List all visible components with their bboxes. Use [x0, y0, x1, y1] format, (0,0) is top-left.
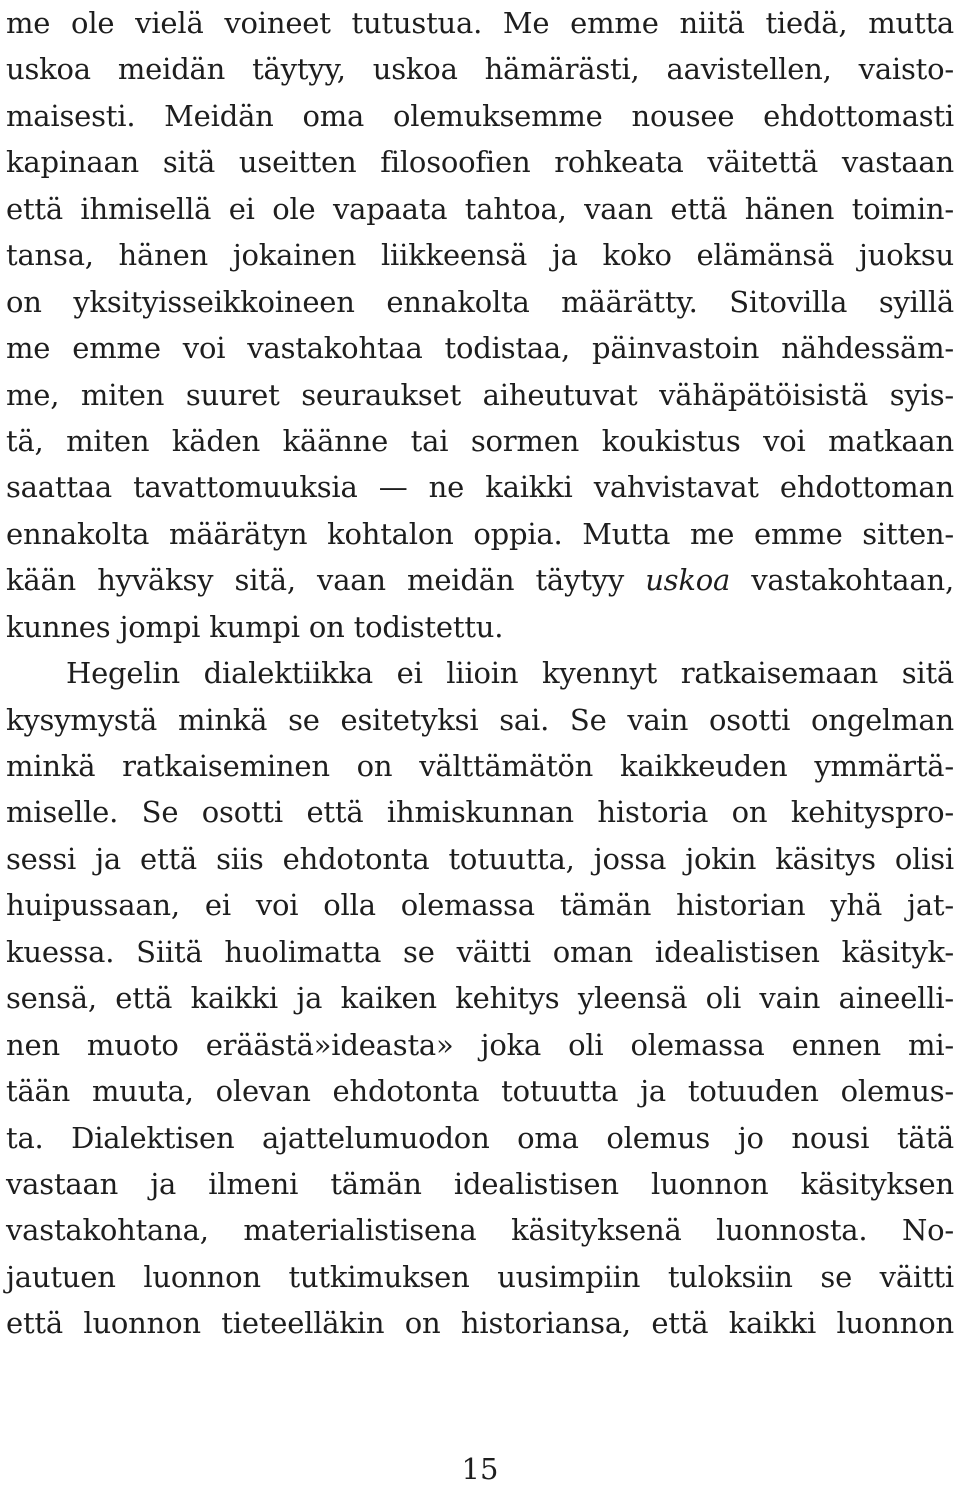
text-line: kysymystä minkä se esitetyksi sai. Se vain osotti ongelman	[6, 702, 954, 737]
text-line: me, miten suuret seuraukset aiheutuvat vähäpätöisistä syis-	[6, 377, 954, 412]
text-line: sessi ja että siis ehdotonta totuutta, jossa jokin käsitys olisi	[6, 841, 954, 876]
text-line: me emme voi vastakohtaa todistaa, päinvastoin nähdessäm-	[6, 331, 954, 366]
paragraph-last-line: kunnes jompi kumpi on todistettu.	[6, 609, 504, 644]
text-segment: kään hyväksy sitä, vaan meidän täytyy	[6, 563, 646, 598]
text-line: tä, miten käden käänne tai sormen koukistus voi matkaan	[6, 423, 954, 458]
text-line: uskoa meidän täytyy, uskoa hämärästi, aavistellen, vaisto-	[6, 52, 954, 87]
text-line-with-emphasis	[6, 557, 954, 603]
text-line: kuessa. Siitä huolimatta se väitti oman idealistisen käsityk-	[6, 934, 954, 969]
text-line: ennakolta määrätyn kohtalon oppia. Mutta me emme sitten-	[6, 516, 954, 551]
emphasized-word: uskoa	[645, 563, 731, 598]
text-line: kapinaan sitä useitten filosoofien rohkeata väitettä vastaan	[6, 145, 954, 180]
paragraph-first-line: Hegelin dialektiikka ei liioin kyennyt ratkaisemaan sitä	[66, 656, 954, 691]
text-line: me ole vielä voineet tutustua. Me emme niitä tiedä, mutta	[6, 6, 954, 40]
text-line: tään muuta, olevan ehdotonta totuutta ja totuuden olemus-	[6, 1074, 954, 1109]
text-line: että ihmisellä ei ole vapaata tahtoa, vaan että hänen toimin-	[6, 191, 954, 226]
text-line: maisesti. Meidän oma olemuksemme nousee ehdottomasti	[6, 98, 954, 133]
page-body-text	[6, 0, 954, 1347]
text-line: vastaan ja ilmeni tämän idealistisen luonnon käsityksen	[6, 1166, 954, 1201]
text-line: sensä, että kaikki ja kaiken kehitys yleensä oli vain aineelli-	[6, 981, 954, 1016]
text-line: ta. Dialektisen ajattelumuodon oma olemus jo nousi tätä	[6, 1120, 954, 1155]
text-line: vastakohtana, materialistisena käsityksenä luonnosta. No-	[6, 1213, 954, 1248]
text-line: saattaa tavattomuuksia — ne kaikki vahvistavat ehdottoman	[6, 470, 954, 505]
text-line: nen muoto eräästä»ideasta» joka oli olemassa ennen mi-	[6, 1027, 954, 1062]
text-segment: vastakohtaan,	[730, 563, 954, 598]
text-line: että luonnon tieteelläkin on historiansa, että kaikki luonnon	[6, 1306, 954, 1341]
text-line: minkä ratkaiseminen on välttämätön kaikkeuden ymmärtä-	[6, 749, 954, 783]
text-line: miselle. Se osotti että ihmiskunnan historia on kehityspro-	[6, 795, 954, 830]
text-line: on yksityisseikkoineen ennakolta määrätty. Sitovilla syillä	[6, 284, 954, 319]
text-line: huipussaan, ei voi olla olemassa tämän historian yhä jat-	[6, 888, 954, 923]
page-number: 15	[461, 1452, 499, 1486]
text-line: jautuen luonnon tutkimuksen uusimpiin tuloksiin se väitti	[6, 1259, 954, 1294]
text-line: tansa, hänen jokainen liikkeensä ja koko elämänsä juoksu	[6, 238, 954, 273]
